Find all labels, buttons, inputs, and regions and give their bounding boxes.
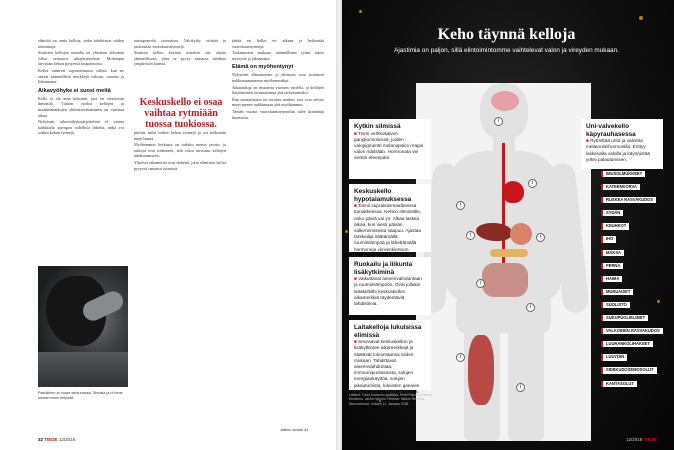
paragraph: Kello ei ole aina keksintö, jota on vieroitettu ihmisiltä. Tämän vuoksi kellojen ja maailmanaikojen yhteensovittaminen on vaatinut aikaa. xyxy=(38,95,124,118)
organ-label-row xyxy=(601,263,663,276)
sleepless-person-photo xyxy=(38,266,128,387)
organ-label-row xyxy=(601,171,663,184)
organ-label-row xyxy=(601,289,663,302)
pancreas-icon xyxy=(490,249,528,257)
organ-label-row xyxy=(601,367,663,380)
organ-label-row xyxy=(601,236,663,249)
bullet-dot-icon: ■ xyxy=(354,339,359,345)
paragraph: elimiöä on omia kelloja, jotka tahdittavat niiden toimintoja. xyxy=(38,38,124,49)
clock-marker-icon: i xyxy=(476,279,485,288)
magazine-brand: TIEDE xyxy=(44,437,58,442)
organ-label-row xyxy=(601,341,663,354)
clock-marker-icon: i xyxy=(456,201,465,210)
infographic-title: Keho täynnä kelloja xyxy=(437,26,576,43)
organ-label: MUNUAISET xyxy=(601,289,633,295)
organ-label-row xyxy=(601,328,663,341)
stomach-icon xyxy=(510,223,532,245)
card-text-body: Vaikuttavat aineenvaihduntaan ja ruumiinlämpöön. Ovat jollakin laitakellolle keskuskellon aikamerkkiä täydentäviä tahdistimia. xyxy=(354,276,422,306)
bullet-dot-icon: ■ xyxy=(586,138,591,144)
clock-marker-icon: i xyxy=(516,383,525,392)
organ-label-list xyxy=(601,171,663,394)
organ-label: MAKSA xyxy=(601,250,624,256)
bullet-dot-icon: ■ xyxy=(354,203,359,209)
organ-label-row xyxy=(601,197,663,210)
card-text xyxy=(354,203,426,253)
subheading: Elämä on myöhentynyt xyxy=(232,64,294,71)
card-text xyxy=(354,339,426,395)
text-column-1 xyxy=(38,38,124,256)
brain-icon xyxy=(491,91,519,111)
paragraph: Kellot toimivat sopusoinnussa silloin, kun ne saavat säännöllisiä merkkejä valosta, ruoasta ja liikunnasta. xyxy=(38,67,124,85)
bullet-dot-icon: ■ xyxy=(354,276,359,282)
spark-decoration xyxy=(345,230,348,233)
paragraph: Nykyinen elämänrytmi ja elintavat ovat siirtäneet nukkumaanmenoa myöhemmäksi. xyxy=(232,72,324,83)
info-card-food-exercise xyxy=(349,257,431,315)
organ-label: VALKOINEN RASVAKUDOS xyxy=(601,328,663,334)
issue-number: 12/2018 xyxy=(626,437,643,442)
paragraph: Myöhemmin keskusta on tutkittu monin tavoin, ja tutkijat ovat todenneet, että valoa tarvitaan kellojen tahdistamiseen. xyxy=(134,142,226,159)
paragraph: jättää eri kellot eri aikaan ja heikentää vuorokausirytmejä. xyxy=(232,38,324,49)
paragraph: Tutkimusten mukaan säännöllinen rytmi tukee terveyttä ja jaksamista. xyxy=(232,50,324,61)
info-card-eye-switch xyxy=(349,119,431,179)
page-folio-right xyxy=(626,437,663,442)
info-card-peripheral-clocks xyxy=(349,320,431,394)
clock-marker-icon: i xyxy=(528,179,537,188)
magazine-brand: TIEDE xyxy=(643,437,657,442)
spark-decoration xyxy=(359,10,362,13)
card-title: Kytkin silmissä xyxy=(354,123,401,130)
info-card-sleep-wake-clock xyxy=(581,119,663,169)
muscle-icon xyxy=(468,335,494,405)
photo-sheet-shape xyxy=(38,352,128,387)
page-gutter xyxy=(336,0,342,450)
organ-label-row xyxy=(601,250,663,263)
card-text-body: Rytmittää unta ja valvetta melatoniinihormonilla. Erittyy laskevalla valolla ja käynnistää yöksi palautumisen. xyxy=(586,138,650,162)
info-card-master-clock xyxy=(349,184,431,252)
text-column-3 xyxy=(232,38,324,438)
issue-number: 12/2018 xyxy=(58,437,76,442)
paragraph: päivää, mikä sotkee kehon rytmejä ja voi heikentää unen laatua. xyxy=(134,129,226,141)
paragraph: Sisäisen kellon käyntiä tuleekin siis ohjata säännöllisesti, jotta se pysyy samassa tahdissa ympäristön kanssa. xyxy=(134,50,226,67)
paragraph: Sisäisten kellojen rinnalla on yhteinen ulkoinen valoa seuraava aikajärjestelmä. Molempia tarvitaan kehon pysyessä tasapainossa. xyxy=(38,50,124,67)
clock-marker-icon: i xyxy=(526,303,535,312)
clock-marker-icon: i xyxy=(466,231,475,240)
paragraph: Nykyinen aikavyöhykejärjestelmä ei vastaa kaikkialla auringon todellista liikettä, mikä voi sotkea kehon rytmejä. xyxy=(38,119,124,136)
organ-label-row xyxy=(601,315,663,328)
organ-label-row xyxy=(601,302,663,315)
organ-label: RUSKEA RASVAKUDOS xyxy=(601,197,656,203)
paragraph: Kun suomalaisiin on verrattu muihin, erot ovat selviä: moni menee nukkumaan yhä myöhemmin. xyxy=(232,96,324,108)
bullet-dot-icon: ■ xyxy=(354,130,359,136)
photo-caption: Pakollinen ei nuora serkuuessa. Sinvala ja ni ihme uniharmonin erityistä. xyxy=(38,391,123,400)
paragraph: Aikatauluja on muutettu vuosien varrella, ja kellojen käyttäminen on muuttunut yhä tärkeämmäksi. xyxy=(232,84,324,96)
card-title: Ruokailu ja liikunta lisäkytkiminä xyxy=(354,261,413,276)
body-illustration xyxy=(416,83,591,441)
organ-label-row xyxy=(601,276,663,289)
sources-note: Lähteet: Tuula Kinnunen grafiikka. Pertti Panula ja Bente Kreikemo. Jacob Nyholm. Fletcher. Nature Reviews, Neuroscience, Volume 11, January 2018. xyxy=(349,393,432,406)
card-text xyxy=(586,138,658,163)
infographic-subtitle: Ajastimia on paljon, sillä elintoimintomme vaihtelevat valon ja vireyden mukaan. xyxy=(394,47,619,54)
clock-marker-icon: i xyxy=(456,353,465,362)
subheading: Aikavyöhyke ei suosi meitä xyxy=(38,87,111,94)
organ-label: LUUYDIN xyxy=(601,354,627,360)
right-leg-shape xyxy=(508,327,544,441)
organ-label: KANTASOLUT xyxy=(601,381,637,387)
organ-label: SUOLISTO xyxy=(601,302,630,308)
paragraph: Tämän vuoksi vuorokausirytmeihin tulee kiinnittää huomiota. xyxy=(232,108,324,120)
spark-decoration xyxy=(639,16,643,20)
card-title: Uni-valvekello käpyrauhasessa xyxy=(586,123,636,138)
card-title: Keskuskello hypotalamuksessa xyxy=(354,188,412,203)
page-number: 32 xyxy=(38,437,44,442)
organ-label: PERNA xyxy=(601,263,623,269)
organ-label: KATEENKORVA xyxy=(601,184,640,190)
organ-label: SYDÄN xyxy=(601,210,623,216)
organ-label-row xyxy=(601,210,663,223)
organ-label-row xyxy=(601,184,663,197)
card-text-body: Toimii suprakiasmaattisessa tumakkeessa. Kertoo elimistölle, onko päivä vai yö. Alkaa laskea aikaa, kun viesti päivän valkenemisesta saapuu. Ajastaa tarkkailija säätämällä ruumiinlämpöä ja lähettämällä hormoneja vereenkiertoon. xyxy=(354,203,422,252)
card-title: Laitakelloja lukuisissa elimissä xyxy=(354,324,422,339)
organ-label: IHO xyxy=(601,236,616,242)
right-page xyxy=(339,0,674,450)
card-text xyxy=(354,276,426,307)
paragraph: auringonvalo voimistuu. Valokytky virittää ja juoksuttaa vuorokausirytmejä. xyxy=(134,38,226,49)
organ-label-row xyxy=(601,354,663,367)
intestine-icon xyxy=(482,263,528,297)
organ-label: SIDEKUDOSEMOSOLUT xyxy=(601,367,657,373)
card-text-body: Tiomi verkkokalvon ganglionsoluissa, joiden valopigmentti melanopsiini reagoi valon määrään. Hormonata vie viestin eteenpäin. xyxy=(354,130,424,161)
heart-icon xyxy=(502,181,524,203)
paragraph: Yhteiset aikamerkit ovat tärkeitä, jotta elimistön kellot pysyvät samassa rytmissä. xyxy=(134,159,226,171)
card-text-body: Seuraavat keskuskellon ja lisäkytkinten aikamerkkejä ja säätävät toimintaansa niiden mukaan. Tahdittavat aineenvaihduntaa, immuunipuolustusta, solujen energiankäyttöä, solujen jakautumista, lukuisten geenien aktiivisuutta ja muita toimintoja. xyxy=(354,339,420,394)
organ-label-row xyxy=(601,223,663,236)
organ-label: SUKUPUOLIELIMET xyxy=(601,315,648,321)
continued-note: Jatkuu sivulla 34 xyxy=(280,428,309,432)
organ-label: KEUHKOT xyxy=(601,223,629,229)
organ-label: LUURANKOLIHAKSET xyxy=(601,341,653,347)
clock-marker-icon: i xyxy=(494,117,503,126)
organ-label: IMUSOLMUKKEET xyxy=(601,171,645,177)
organ-label-row xyxy=(601,381,663,394)
page-number: 33 xyxy=(658,437,664,442)
card-text xyxy=(354,131,426,162)
page-folio-left xyxy=(38,437,75,442)
organ-label: HAIMA xyxy=(601,276,622,282)
clock-marker-icon: i xyxy=(536,233,545,242)
pull-quote: Keskuskello ei osaa vaihtaa rytmiään tuossa tuokiossa. xyxy=(139,97,223,130)
